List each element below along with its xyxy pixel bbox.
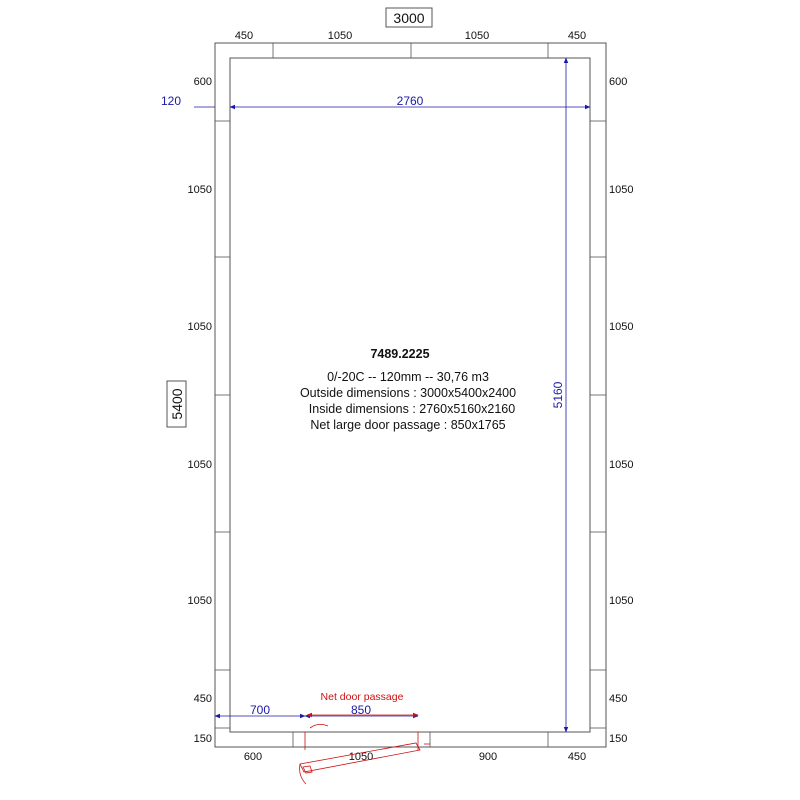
inside-depth-label: 5160 [551, 381, 565, 409]
total-depth-label: 5400 [169, 388, 185, 420]
right-panel-label: 150 [609, 733, 628, 745]
right-panel-label: 450 [609, 693, 628, 705]
top-panel-label: 450 [234, 30, 254, 42]
plan-title: 7489.2225 [370, 347, 430, 361]
left-panel-label: 1050 [187, 595, 212, 607]
left-panel-label: 450 [193, 693, 212, 705]
right-panel-label: 1050 [609, 184, 634, 196]
top-panel-label: 450 [567, 30, 587, 42]
left-panel-joints [215, 121, 230, 728]
wall-thickness-label: 120 [160, 94, 182, 108]
left-panel-label: 150 [193, 733, 212, 745]
door-passage-label: Net door passage [320, 691, 404, 703]
door-width-label: 850 [350, 703, 372, 717]
inside-dimensions: Inside dimensions : 2760x5160x2160 [308, 402, 516, 416]
top-panel-label: 1050 [464, 30, 490, 42]
left-panel-label: 1050 [187, 459, 212, 471]
total-width-label: 3000 [393, 10, 425, 26]
bottom-panel-label: 450 [567, 751, 587, 763]
inside-width-label: 2760 [396, 94, 424, 108]
door-offset-label: 700 [249, 703, 271, 717]
bottom-panel-joints [293, 732, 548, 747]
outside-dimensions: Outside dimensions : 3000x5400x2400 [299, 386, 517, 400]
right-panel-label: 600 [609, 76, 628, 88]
right-panel-label: 1050 [609, 595, 634, 607]
top-panel-label: 1050 [327, 30, 353, 42]
right-panel-label: 1050 [609, 321, 634, 333]
right-panel-label: 1050 [609, 459, 634, 471]
bottom-panel-label: 600 [243, 751, 263, 763]
door-passage-dimensions: Net large door passage : 850x1765 [310, 418, 506, 432]
top-panel-joints [273, 43, 548, 58]
left-panel-label: 600 [193, 76, 212, 88]
left-panel-label: 1050 [187, 321, 212, 333]
bottom-panel-label: 900 [478, 751, 498, 763]
plan-spec: 0/-20C -- 120mm -- 30,76 m3 [327, 370, 489, 384]
right-panel-joints [590, 121, 606, 728]
bottom-panel-label: 1050 [348, 751, 374, 763]
left-panel-label: 1050 [187, 184, 212, 196]
